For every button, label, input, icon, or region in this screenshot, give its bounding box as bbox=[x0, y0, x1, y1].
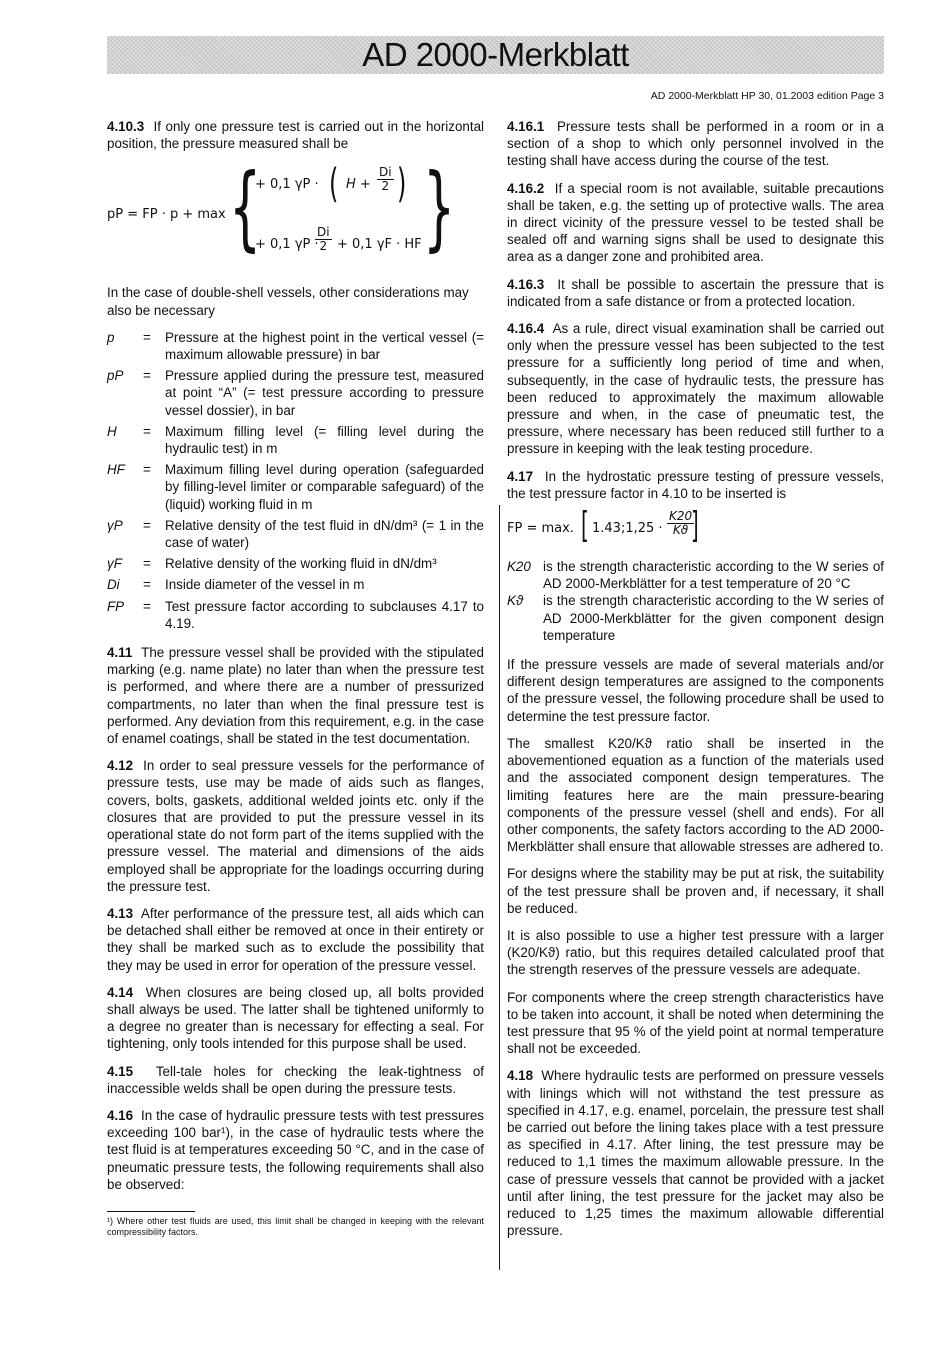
section-4-16-4 bbox=[507, 320, 884, 458]
definition-symbol: K20 bbox=[507, 559, 531, 575]
fraction-denominator: Kϑ bbox=[672, 523, 689, 538]
section-4-16 bbox=[107, 1107, 484, 1193]
definition-row bbox=[107, 555, 484, 572]
definition-text: Pressure at the highest point in the vertical vessel (= maximum allowable pressure) in bar bbox=[165, 329, 484, 363]
test-pressure-factor-formula bbox=[507, 506, 884, 550]
formula-row2-tail: + 0,1 γF · HF bbox=[337, 237, 422, 253]
formula-close-paren: ) bbox=[397, 161, 407, 208]
definition-row bbox=[107, 461, 484, 513]
section-number: 4.16.4 bbox=[507, 321, 545, 337]
definition-equals: = bbox=[143, 598, 151, 614]
section-text: The pressure vessel shall be provided with the stipulated marking (e.g. name plate) no later than when the pressure test is performed, and where there are a number of pressurized compartments, no later than when the final pressure test is performed. Any deviation from this requirement, e.g. in the case of enamel coatings, shall be stated in the test documentation. bbox=[107, 645, 484, 747]
formula-row2-term: + 0,1 γP · bbox=[255, 237, 319, 253]
section-4-13 bbox=[107, 905, 484, 974]
definition-equals: = bbox=[143, 556, 151, 572]
banner-title: AD 2000-Merkblatt bbox=[362, 36, 629, 73]
footnote-divider bbox=[107, 1211, 195, 1212]
section-text: It shall be possible to ascertain the pressure that is indicated from a safe distance or from a protected location. bbox=[507, 276, 884, 309]
header-banner bbox=[107, 36, 884, 74]
change-bar bbox=[499, 505, 500, 1270]
page-reference: AD 2000-Merkblatt HP 30, 01.2003 edition Page 3 bbox=[650, 90, 884, 102]
section-text: In the hydrostatic pressure testing of pressure vessels, the test pressure factor in 4.10 to be inserted is bbox=[507, 468, 884, 501]
fp-formula-lhs: FP = max. bbox=[507, 521, 574, 537]
definition-row bbox=[107, 329, 484, 363]
section-number: 4.12 bbox=[107, 758, 134, 774]
section-number: 4.16.1 bbox=[507, 119, 545, 134]
definition-symbol: Di bbox=[107, 577, 120, 593]
section-number: 4.14 bbox=[107, 984, 134, 1000]
section-4-11 bbox=[107, 644, 484, 747]
definition-symbol: γF bbox=[107, 556, 122, 572]
section-text: In the case of hydraulic pressure tests with test pressures exceeding 100 bar¹), in the case of hydraulic tests where the test fluid is at temperatures exceeding 50 °C, and in the case of pneumatic pressure tests, the following requirements shall also be observed: bbox=[107, 1107, 484, 1192]
definition-equals: = bbox=[143, 577, 151, 593]
section-number: 4.16.3 bbox=[507, 276, 545, 292]
smallest-ratio-paragraph: The smallest K20/Kϑ ratio shall be inserted in the abovementioned equation as a function of the materials used and the associated component design temperatures. The limiting features here are the main pressure-bearing components of the pressure vessel (shell and ends). For all other components, the safety factors according to the AD 2000-Merkblätter shall ensure that allowable stresses are adhered to. bbox=[507, 735, 884, 855]
definition-equals: = bbox=[143, 423, 151, 439]
definition-text: Maximum filling level (= filling level during the hydraulic test) in m bbox=[165, 423, 484, 457]
test-pressure-formula bbox=[107, 154, 484, 274]
definition-symbol: HF bbox=[107, 462, 125, 478]
stability-paragraph: For designs where the stability may be put at risk, the suitability of the test pressure shall be proven and, if necessary, it shall be reduced. bbox=[507, 866, 884, 916]
definition-equals: = bbox=[143, 329, 151, 345]
definition-symbol: Kϑ bbox=[507, 593, 524, 609]
section-4-16-1 bbox=[507, 118, 884, 170]
section-text: When closures are being closed up, all bolts provided shall always be used. The latter shall be tightened uniformly to a degree no greater than is necessary for effecting a seal. For tightening, only tools intended for this purpose shall be used. bbox=[107, 984, 485, 1052]
definition-symbol: H bbox=[107, 423, 117, 439]
k-definitions bbox=[507, 558, 884, 644]
definition-row bbox=[107, 576, 484, 593]
section-text: Pressure tests shall be performed in a room or in a section of a shop to which only personnel involved in the testing shall have access during the course of the test. bbox=[507, 119, 884, 169]
section-number: 4.16.2 bbox=[507, 180, 545, 196]
definition-symbol: pP bbox=[107, 368, 124, 384]
fraction-numerator: Di bbox=[317, 225, 330, 240]
definition-row bbox=[107, 598, 484, 632]
definition-equals: = bbox=[143, 462, 151, 478]
double-shell-note: In the case of double-shell vessels, other considerations may also be necessary bbox=[107, 285, 469, 318]
section-number: 4.10.3 bbox=[107, 119, 145, 134]
section-number: 4.16 bbox=[107, 1107, 134, 1123]
section-text: As a rule, direct visual examination shall be carried out only when the pressure vessel has been subjected to the test pressure for a sufficiently long period of time and when, subsequently, in the case of hydraulic tests, the pressure has been reduced to approximately the maximum allowable pressure and when, in the case of pneumatic test, the pressure, where necessary has been reduced still further to a pressure in keeping with the leak testing procedure. bbox=[507, 321, 884, 457]
definition-text: is the strength characteristic according to the W series of AD 2000-Merkblätter for a test temperature of 20 °C bbox=[543, 559, 884, 592]
section-number: 4.13 bbox=[107, 905, 134, 921]
fraction-numerator: K20 bbox=[669, 509, 693, 524]
symbol-definitions bbox=[107, 329, 484, 632]
fraction-denominator: 2 bbox=[381, 179, 390, 194]
definition-text: Test pressure factor according to subclauses 4.17 to 4.19. bbox=[165, 598, 484, 631]
section-4-10-3 bbox=[107, 118, 484, 152]
footnote: ¹) Where other test fluids are used, this limit shall be changed in keeping with the relevant compressibility factors. bbox=[107, 1215, 484, 1237]
section-text: If a special room is not available, suitable precautions shall be taken, e.g. the setting up of protective walls. The area in direct vicinity of the pressure vessel to be tested shall be sealed off and warning signs shall be used to designate this area as a danger zone and prohibited area. bbox=[507, 180, 884, 265]
formula-row1-h: H + bbox=[346, 177, 371, 193]
section-4-14 bbox=[107, 984, 484, 1053]
fp-left-bracket: [ bbox=[581, 505, 589, 547]
formula-lhs: pP = FP · p + max bbox=[107, 207, 226, 223]
formula-row2-fraction bbox=[315, 226, 332, 253]
section-4-12 bbox=[107, 757, 484, 895]
section-number: 4.18 bbox=[507, 1068, 534, 1084]
definition-text: is the strength characteristic according to the W series of AD 2000-Merkblätter for the given component design temperature bbox=[543, 593, 884, 643]
section-text: Where hydraulic tests are performed on pressure vessels with linings which will not withstand the test pressure as specified in 4.17, e.g. enamel, porcelain, the pressure test shall be carried out before the lining takes place with a test pressure as specified in 4.17. After lining, the test pressure may be reduced to 1,1 times the maximum allowable pressure. In the case of pressure vessels that cannot be provided with a jacket until after lining, the test pressure for the jacket may also be reduced to 1,25 times the maximum allowable differential pressure. bbox=[507, 1068, 884, 1239]
section-number: 4.17 bbox=[507, 468, 534, 484]
definition-symbol: γP bbox=[107, 517, 123, 533]
definition-row bbox=[107, 423, 484, 457]
section-text: In order to seal pressure vessels for the performance of pressure tests, use may be made of aids such as flanges, covers, bolts, gaskets, additional welded joints etc. only if the closures that are provided to put the pressure vessel in its operational state do not form part of the items supplied with the pressure vessel. The material and dimensions of the aids employed shall be appropriate for the loadings occurring during the pressure test. bbox=[107, 758, 484, 894]
fraction-numerator: Di bbox=[379, 165, 392, 180]
higher-pressure-paragraph: It is also possible to use a higher test pressure with a larger (K20/Kϑ) ratio, but this requires detailed calculated proof that the strength reserves of the pressure vessels are adequate. bbox=[507, 927, 884, 978]
formula-left-brace: { bbox=[229, 154, 262, 262]
section-4-15 bbox=[107, 1063, 484, 1097]
definition-symbol: FP bbox=[107, 598, 125, 614]
fp-right-bracket: ] bbox=[691, 505, 699, 547]
section-text: After performance of the pressure test, all aids which can be detached shall either be removed at once in their entirety or they shall be marked such as to exclude the possibility that they may be used in error for operation of the pressure vessel. bbox=[107, 905, 485, 973]
definition-symbol: p bbox=[107, 329, 115, 345]
fraction-denominator: 2 bbox=[319, 239, 328, 254]
section-4-17 bbox=[507, 468, 884, 502]
formula-right-brace: } bbox=[423, 154, 456, 262]
definition-text: Inside diameter of the vessel in m bbox=[165, 577, 365, 593]
left-column bbox=[107, 118, 484, 1238]
section-4-18 bbox=[507, 1067, 884, 1239]
definition-row bbox=[107, 367, 484, 419]
section-number: 4.11 bbox=[107, 645, 133, 661]
definition-row bbox=[507, 558, 884, 592]
definition-equals: = bbox=[143, 368, 151, 384]
definition-text: Relative density of the working fluid in dN/dm³ bbox=[165, 556, 437, 572]
formula-row1-fraction bbox=[377, 166, 394, 193]
definition-equals: = bbox=[143, 517, 151, 533]
fp-formula-values: 1.43;1,25 · bbox=[592, 521, 663, 537]
definition-text: Pressure applied during the pressure test, measured at point “A” (= test pressure according to pressure vessel dossier), in bar bbox=[165, 368, 484, 418]
definition-text: Relative density of the test fluid in dN/dm³ (= 1 in the case of water) bbox=[165, 517, 484, 551]
definition-row bbox=[107, 517, 484, 551]
section-text: Tell-tale holes for checking the leak-tightness of inaccessible welds shall be open during the pressure tests. bbox=[107, 1063, 484, 1096]
section-text: If only one pressure test is carried out in the horizontal position, the pressure measured shall be bbox=[107, 119, 485, 152]
section-4-16-3 bbox=[507, 276, 884, 310]
definition-text: Maximum filling level during operation (safeguarded by filling-level limiter or comparable safeguard) of the (liquid) working fluid in m bbox=[165, 462, 484, 512]
right-column bbox=[507, 118, 884, 1249]
formula-open-paren: ( bbox=[329, 161, 339, 208]
section-number: 4.15 bbox=[107, 1063, 134, 1079]
creep-strength-paragraph: For components where the creep strength characteristics have to be taken into account, it shall be noted when determining the test pressure that 95 % of the yield point at normal temperature shall not be exceeded. bbox=[507, 989, 884, 1057]
several-materials-paragraph: If the pressure vessels are made of several materials and/or different design temperatures are assigned to the components of the pressure vessel, the following procedure shall be used to determine the test pressure factor. bbox=[507, 657, 884, 724]
formula-row1-term: + 0,1 γP · bbox=[255, 177, 319, 193]
section-4-16-2 bbox=[507, 180, 884, 266]
definition-row bbox=[507, 592, 884, 644]
